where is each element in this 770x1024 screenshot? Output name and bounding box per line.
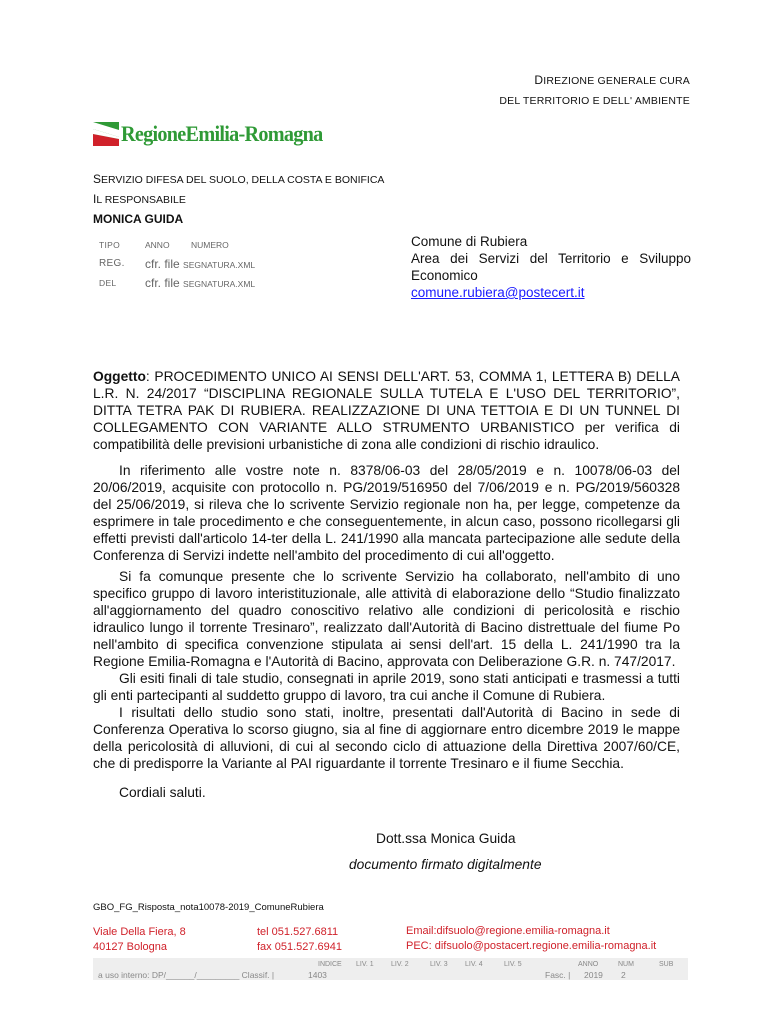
protocol-col-anno: ANNO [145,239,170,250]
closing: Cordiali saluti. [119,785,206,800]
footer-address: Viale Della Fiera, 8 40127 Bologna [93,926,186,953]
subject-label: Oggetto [93,369,146,384]
document-reference: GBO_FG_Risposta_nota10078-2019_ComuneRubiera [93,902,324,913]
classification-grid: INDICE LIV. 1 LIV. 2 LIV. 3 LIV. 4 LIV. 5 ANNO NUM SUB a uso interno: DP/______/_________ Classif. | 1403 Fasc. | 2019 2 [93,958,688,980]
responsible-label: L RESPONSABILE [96,194,186,206]
footer-phone: tel 051.527.6811 fax 051.527.6941 [257,926,343,953]
protocol-block [99,235,255,292]
classif-value: 1403 [308,970,327,980]
protocol-del-label: DEL [99,277,117,288]
recipient-department: Area dei Servizi del Territorio e Sviluppo Economico [411,251,691,283]
protocol-del-value: cfr. file SEGNATURA.XML [145,275,256,290]
paragraph-1: In riferimento alle vostre note n. 8378/06-03 del 28/05/2019 e n. 10078/06-03 del 20/06/2019, acquisite con protocollo n. PG/2019/516950 del 7/06/2019 e n. PG/2019/560328 del 25/06/2019, si rileva che lo scrivente Servizio regionale non ha, per legge, competenze da esprimere in tale procedimento e che conseguentemente, in alcun caso, possono ricollegarsi gli effetti previsti dall'articolo 14-ter della L. 241/1990 alla mancata partecipazione alle sedute della Conferenza di Servizi indette nell'ambito del procedimento di cui all'oggetto. [93,463,680,563]
footer-email-link[interactable]: Email:difsuolo@regione.emilia-romagna.it [406,925,610,937]
paragraph-4: I risultati dello studio sono stati, inoltre, presentati dall'Autorità di Bacino in sede di Conferenza Operativa lo scorso giugno, sia al fine di aggiornare entro dicembre 2019 le mappe della pericolosità di alluvioni, di cui al secondo ciclo di attuazione della Direttiva 2007/60/CE, che di predisporre la Variante al PAI riguardante il torrente Tresinaro e il fiume Secchia. [93,705,680,771]
direction-initial: D [534,73,544,87]
recipient-email-link[interactable]: comune.rubiera@postecert.it [411,285,585,300]
region-flag-icon [93,120,119,148]
recipient-name: Comune di Rubiera [411,234,528,249]
protocol-reg-value: cfr. file SEGNATURA.XML [145,256,256,271]
fasc-num: 2 [621,970,626,980]
direction-line1: IREZIONE GENERALE CURA [543,75,690,87]
subject-text: : PROCEDIMENTO UNICO AI SENSI DELL'ART. 53, COMMA 1, LETTERA B) DELLA L.R. N. 24/2017 “DISCIPLINA REGIONALE SULLA TUTELA E L'USO DEL TERRITORIO”, DITTA TETRA PAK DI RUBIERA. REALIZZAZIONE DI UNA TETTOIA E DI UN TUNNEL DI COLLEGAMENTO CON VARIANTE ALLO STRUMENTO URBANISTICO per verifica di compatibilità delle previsioni urbanistiche di zona alle condizioni di rischio idraulico. [93,369,680,452]
footer-pec-link[interactable]: PEC: difsuolo@postacert.regione.emilia-romagna.it [406,940,657,952]
protocol-col-numero: NUMERO [191,239,229,250]
paragraph-3: Gli esiti finali di tale studio, consegnati in aprile 2019, sono stati anticipati e trasmessi a tutti gli enti partecipanti al suddetto gruppo di lavoro, tra cui anche il Comune di Rubiera. [93,671,680,703]
footer-contacts [406,924,656,954]
direction-line2: DEL TERRITORIO E DELL' AMBIENTE [499,95,690,107]
paragraph-2: Si fa comunque presente che lo scrivente Servizio ha collaborato, nell'ambito di uno specifico gruppo di lavoro interistituzionale, alle attività di elaborazione dello “Studio finalizzato all'aggiornamento del quadro conoscitivo relativo alle condizioni di pericolosità e rischio idraulico lungo il torrente Tresinaro”, realizzato dall'Autorità di Bacino distrettuale del fiume Po nell'ambito di specifica convenzione stipulata ai sensi dell'art. 15 della L. 241/1990 tra la Regione Emilia-Romagna e l'Autorità di Bacino, approvata con Deliberazione G.R. n. 747/2017. [93,569,680,669]
region-logo-text: RegioneEmilia-Romagna [121,121,323,146]
direction-header [499,70,690,111]
fasc-year: 2019 [584,970,603,980]
fasc-label: Fasc. | [545,970,571,980]
service-initial: S [93,172,102,186]
internal-use-label: a uso interno: DP/______/_________ Classif. | [98,970,275,980]
protocol-col-tipo: TIPO [99,239,121,250]
responsible-name: MONICA GUIDA [93,212,184,226]
paragraph-group [93,568,680,772]
subject-block [93,368,680,453]
service-block [93,170,384,229]
responsible-initial: I [93,192,97,206]
service-name: ERVIZIO DIFESA DEL SUOLO, DELLA COSTA E BONIFICA [101,174,385,186]
signer-name: Dott.ssa Monica Guida [376,831,516,846]
protocol-reg-label: REG. [99,258,125,269]
signature-note: documento firmato digitalmente [349,857,542,872]
recipient-block [411,233,691,301]
region-logo [93,120,340,148]
